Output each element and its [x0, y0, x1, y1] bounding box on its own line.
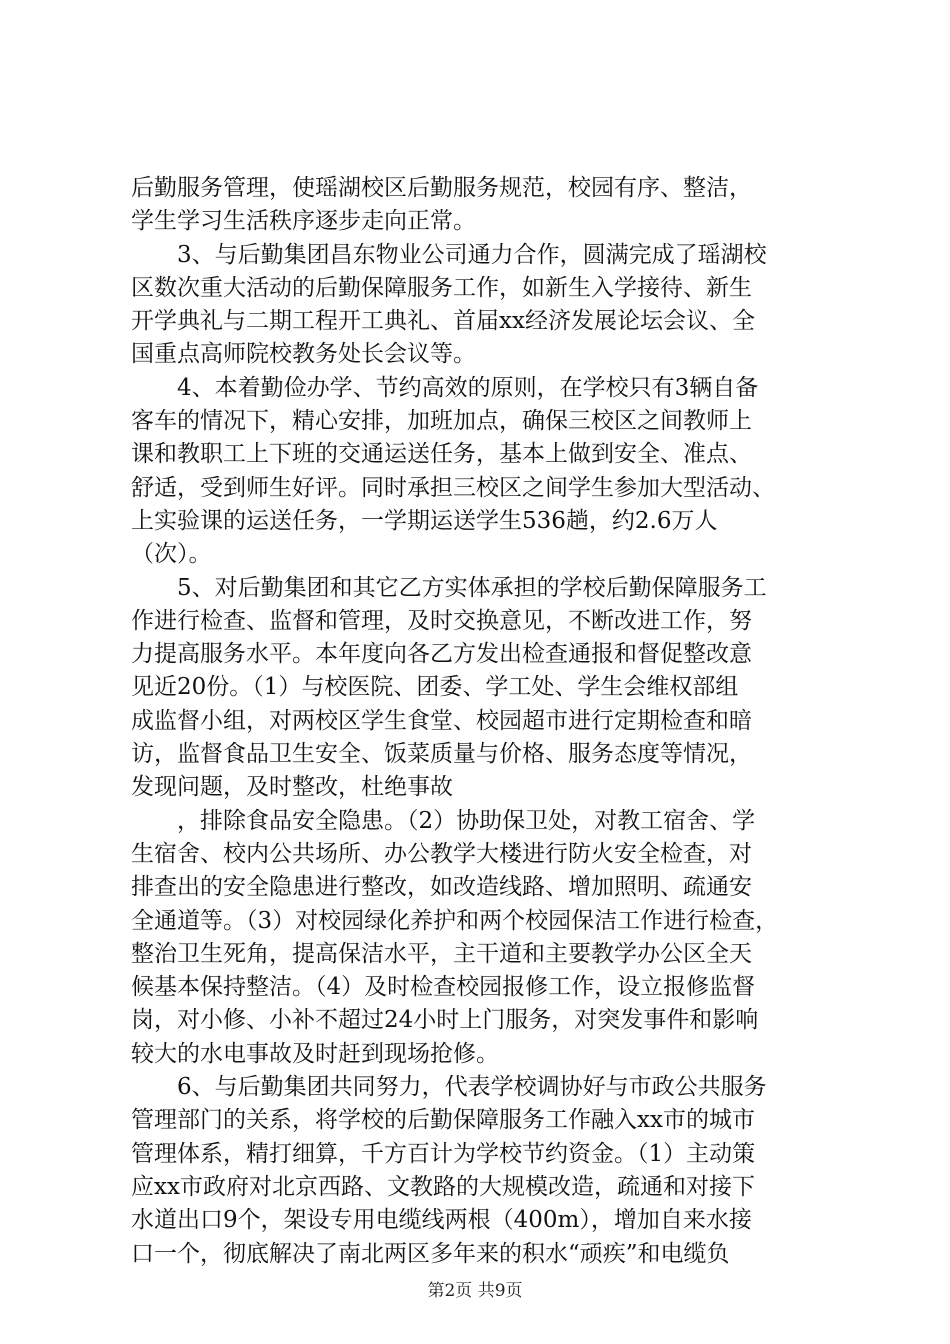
- text-line: 后勤服务管理，使瑶湖校区后勤服务规范，校园有序、整洁，: [131, 175, 752, 201]
- text-line: 开学典礼与二期工程开工典礼、首届xx经济发展论坛会议、全: [131, 308, 755, 335]
- text-line: 学生学习生活秩序逐步走向正常。: [131, 208, 476, 235]
- text-line: 应xx市政府对北京西路、文教路的大规模改造，疏通和对接下: [131, 1173, 755, 1200]
- text-line: 区数次重大活动的后勤保障服务工作，如新生入学接待、新生: [131, 274, 752, 301]
- text-line: 6、与后勤集团共同努力，代表学校调协好与市政公共服务: [177, 1074, 767, 1101]
- text-line: 发现问题，及时整改，杜绝事故: [131, 774, 453, 801]
- text-line: 生宿舍、校内公共场所、办公教学大楼进行防火安全检查，对: [131, 840, 752, 867]
- text-line: ，排除食品安全隐患。（2）协助保卫处，对教工宿舍、学: [177, 807, 756, 834]
- text-line: 较大的水电事故及时赶到现场抢修。: [131, 1040, 499, 1067]
- text-line: 上实验课的运送任务，一学期运送学生536趟，约2.6万人: [131, 507, 718, 534]
- text-line: 访，监督食品卫生安全、饭菜质量与价格、服务态度等情况，: [131, 741, 752, 768]
- text-line: 候基本保持整洁。（4）及时检查校园报修工作，设立报修监督: [131, 974, 756, 1001]
- text-line: 整治卫生死角，提高保洁水平，主干道和主要教学办公区全天: [131, 940, 752, 967]
- text-line: 力提高服务水平。本年度向各乙方发出检查通报和督促整改意: [131, 641, 752, 668]
- text-line: 成监督小组，对两校区学生食堂、校园超市进行定期检查和暗: [131, 707, 752, 734]
- text-line: 排查出的安全隐患进行整改，如改造线路、增加照明、疏通安: [131, 874, 752, 901]
- text-line: 水道出口9个，架设专用电缆线两根（400m），增加自来水接: [131, 1207, 752, 1234]
- text-line: 管理部门的关系，将学校的后勤保障服务工作融入xx市的城市: [131, 1107, 755, 1134]
- text-line: 客车的情况下，精心安排，加班加点，确保三校区之间教师上: [131, 408, 752, 435]
- text-line: 4、本着勤俭办学、节约高效的原则，在学校只有3辆自备: [177, 374, 759, 401]
- text-line: 舒适，受到师生好评。同时承担三校区之间学生参加大型活动、: [131, 474, 775, 501]
- text-line: 岗，对小修、小补不超过24小时上门服务，对突发事件和影响: [131, 1007, 759, 1034]
- body-text: [131, 172, 831, 1271]
- text-line: 口一个，彻底解决了南北两区多年来的积水“顽疾”和电缆负: [131, 1240, 730, 1267]
- text-line: 全通道等。（3）对校园绿化养护和两个校园保洁工作进行检查，: [131, 907, 779, 934]
- text-line: 见近20份。（1）与校医院、团委、学工处、学生会维权部组: [131, 674, 739, 701]
- text-line: 5、对后勤集团和其它乙方实体承担的学校后勤保障服务工: [177, 574, 767, 601]
- text-line: 国重点高师院校教务处长会议等。: [131, 341, 476, 368]
- text-line: 3、与后勤集团昌东物业公司通力合作，圆满完成了瑶湖校: [177, 241, 767, 268]
- text-line: 课和教职工上下班的交通运送任务，基本上做到安全、准点、: [131, 441, 752, 468]
- text-line: 管理体系，精打细算，千方百计为学校节约资金。（1）主动策: [131, 1140, 756, 1167]
- page-footer: 第2页 共9页: [427, 1281, 523, 1301]
- text-line: 作进行检查、监督和管理，及时交换意见，不断改进工作，努: [131, 607, 752, 634]
- text-line: （次）。: [131, 541, 212, 568]
